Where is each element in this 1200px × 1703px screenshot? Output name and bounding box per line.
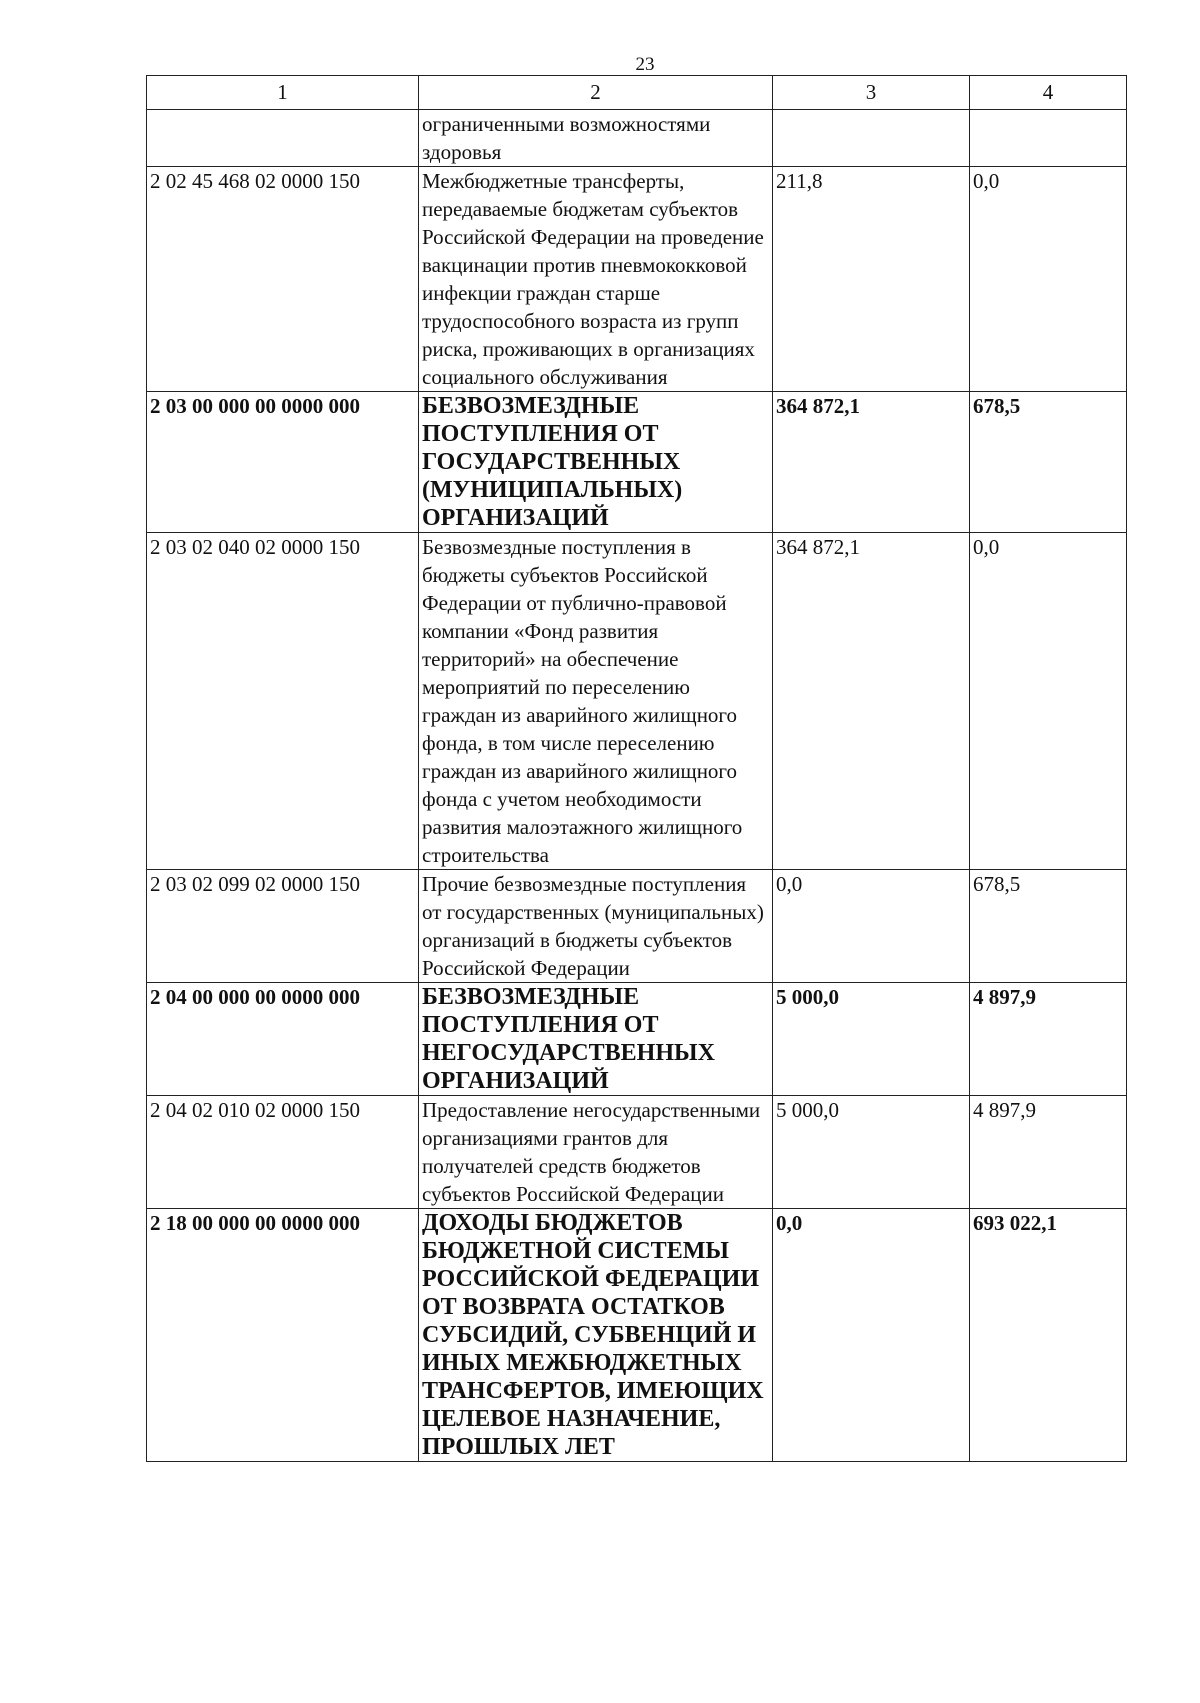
table-row [147, 1209, 1127, 1462]
value-col3: 211,8 [773, 167, 970, 392]
value-col4 [970, 110, 1127, 167]
budget-code: 2 03 02 099 02 0000 150 [147, 870, 419, 983]
value-col4: 4 897,9 [970, 1096, 1127, 1209]
value-col3: 0,0 [773, 1209, 970, 1462]
item-name: ограниченными возможностями здоровья [419, 110, 773, 167]
item-name: Прочие безвозмездные поступления от государственных (муниципальных) организаций в бюджеты субъектов Российской Федерации [419, 870, 773, 983]
budget-code: 2 18 00 000 00 0000 000 [147, 1209, 419, 1462]
budget-code: 2 04 02 010 02 0000 150 [147, 1096, 419, 1209]
value-col3: 364 872,1 [773, 392, 970, 533]
value-col3: 364 872,1 [773, 533, 970, 870]
table-row [147, 110, 1127, 167]
table-row [147, 870, 1127, 983]
value-col3 [773, 110, 970, 167]
value-col4: 4 897,9 [970, 983, 1127, 1096]
budget-code: 2 02 45 468 02 0000 150 [147, 167, 419, 392]
revenue-table [146, 75, 1127, 1462]
value-col4: 678,5 [970, 870, 1127, 983]
value-col3: 0,0 [773, 870, 970, 983]
table-row [147, 167, 1127, 392]
column-header-3: 3 [773, 76, 970, 110]
item-name: Безвозмездные поступления в бюджеты субъектов Российской Федерации от публично-правовой компании «Фонд развития территорий» на обеспечение мероприятий по переселению граждан из аварийного жилищного фонда, в том числе переселению граждан из аварийного жилищного фонда с учетом необходимости развития малоэтажного жилищного строительства [419, 533, 773, 870]
value-col3: 5 000,0 [773, 983, 970, 1096]
page-number: 23 [635, 54, 655, 75]
value-col3: 5 000,0 [773, 1096, 970, 1209]
item-name: ДОХОДЫ БЮДЖЕТОВ БЮДЖЕТНОЙ СИСТЕМЫ РОССИЙСКОЙ ФЕДЕРАЦИИ ОТ ВОЗВРАТА ОСТАТКОВ СУБСИДИЙ, СУБВЕНЦИЙ И ИНЫХ МЕЖБЮДЖЕТНЫХ ТРАНСФЕРТОВ, ИМЕЮЩИХ ЦЕЛЕВОЕ НАЗНАЧЕНИЕ, ПРОШЛЫХ ЛЕТ [419, 1209, 773, 1462]
item-name: Межбюджетные трансферты, передаваемые бюджетам субъектов Российской Федерации на проведение вакцинации против пневмококковой инфекции граждан старше трудоспособного возраста из групп риска, проживающих в организациях социального обслуживания [419, 167, 773, 392]
column-header-4: 4 [970, 76, 1127, 110]
value-col4: 0,0 [970, 533, 1127, 870]
budget-code [147, 110, 419, 167]
table-row [147, 983, 1127, 1096]
budget-code: 2 04 00 000 00 0000 000 [147, 983, 419, 1096]
table-row [147, 533, 1127, 870]
item-name: Предоставление негосударственными организациями грантов для получателей средств бюджетов субъектов Российской Федерации [419, 1096, 773, 1209]
item-name: БЕЗВОЗМЕЗДНЫЕ ПОСТУПЛЕНИЯ ОТ НЕГОСУДАРСТВЕННЫХ ОРГАНИЗАЦИЙ [419, 983, 773, 1096]
value-col4: 693 022,1 [970, 1209, 1127, 1462]
budget-code: 2 03 00 000 00 0000 000 [147, 392, 419, 533]
value-col4: 0,0 [970, 167, 1127, 392]
value-col4: 678,5 [970, 392, 1127, 533]
header-row [147, 76, 1127, 110]
budget-code: 2 03 02 040 02 0000 150 [147, 533, 419, 870]
item-name: БЕЗВОЗМЕЗДНЫЕ ПОСТУПЛЕНИЯ ОТ ГОСУДАРСТВЕННЫХ (МУНИЦИПАЛЬНЫХ) ОРГАНИЗАЦИЙ [419, 392, 773, 533]
table-row [147, 392, 1127, 533]
table-row [147, 1096, 1127, 1209]
column-header-2: 2 [419, 76, 773, 110]
column-header-1: 1 [147, 76, 419, 110]
